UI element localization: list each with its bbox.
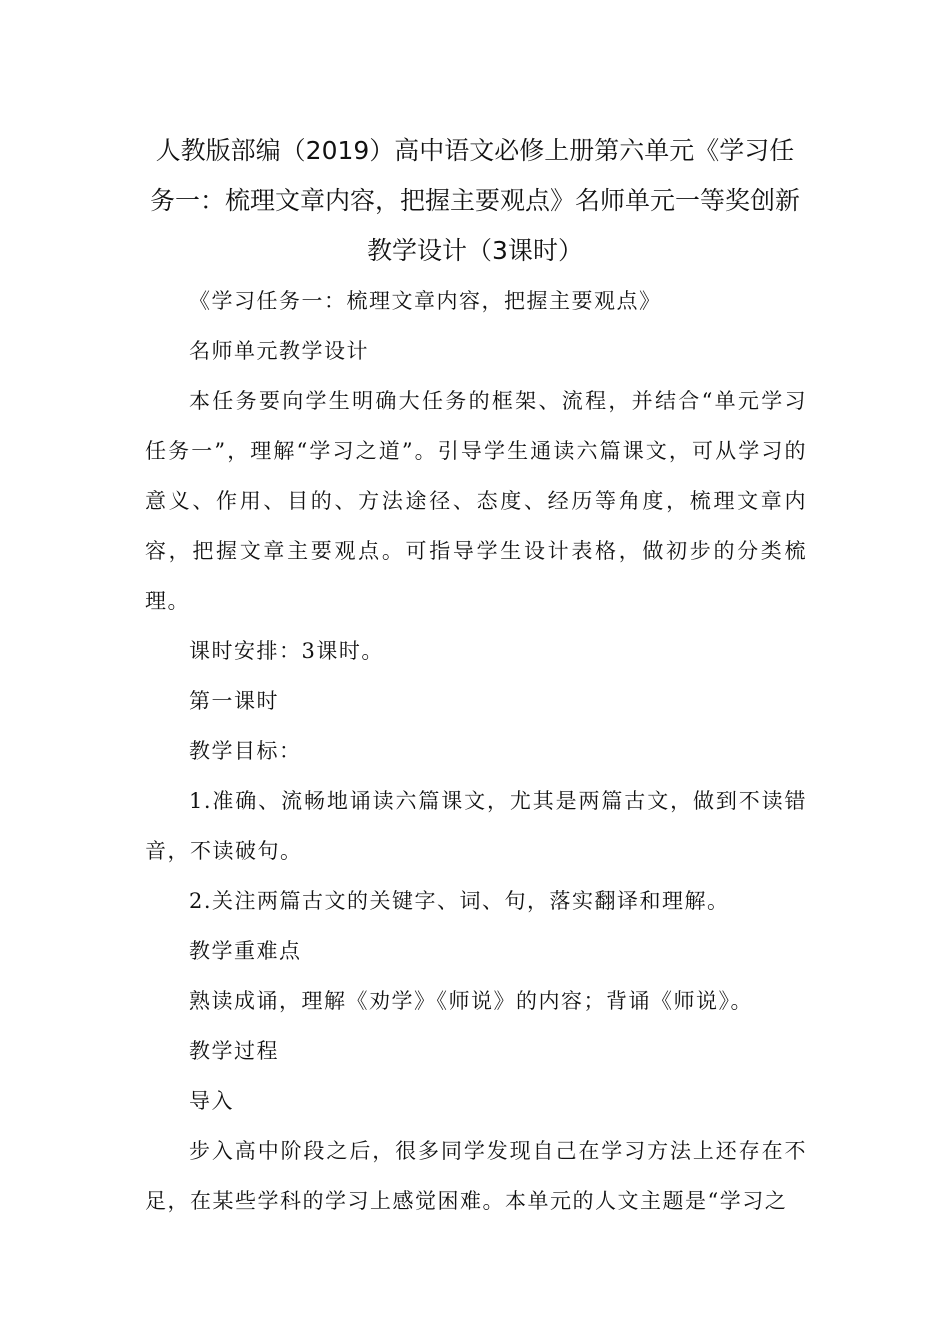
paragraph-objective-2: 2.关注两篇古文的关键字、词、句，落实翻译和理解。	[189, 889, 730, 913]
paragraph-introduction: 步入高中阶段之后，很多同学发现自己在学习方法上还存在不足，在某些学科的学习上感觉困难。本单元的人文主题是“学习之	[145, 1139, 807, 1213]
paragraph-process-heading: 教学过程	[189, 1039, 279, 1063]
paragraph-keypoints-heading: 教学重难点	[189, 939, 302, 963]
paragraph-schedule: 课时安排：3课时。	[189, 639, 384, 663]
document-body	[145, 276, 807, 1226]
paragraph-design-label: 名师单元教学设计	[189, 339, 369, 363]
paragraph-task-description: 本任务要向学生明确大任务的框架、流程，并结合“单元学习任务一”，理解“学习之道”。引导学生通读六篇课文，可从学习的意义、作用、目的、方法途径、态度、经历等角度，梳理文章内容，把握文章主要观点。可指导学生设计表格，做初步的分类梳理。	[145, 389, 807, 613]
paragraph-keypoints: 熟读成诵，理解《劝学》《师说》的内容；背诵《师说》。	[189, 989, 753, 1013]
paragraph-introduction-heading: 导入	[189, 1089, 234, 1113]
document-title: 人教版部编（2019）高中语文必修上册第六单元《学习任务一：梳理文章内容，把握主要观点》名师单元一等奖创新教学设计（3课时）	[149, 136, 800, 265]
paragraph-lesson-one: 第一课时	[189, 689, 279, 713]
paragraph-task-title: 《学习任务一：梳理文章内容，把握主要观点》	[189, 289, 662, 313]
paragraph-objective-1: 1.准确、流畅地诵读六篇课文，尤其是两篇古文，做到不读错音，不读破句。	[145, 789, 807, 863]
paragraph-objectives-heading: 教学目标：	[189, 739, 302, 763]
